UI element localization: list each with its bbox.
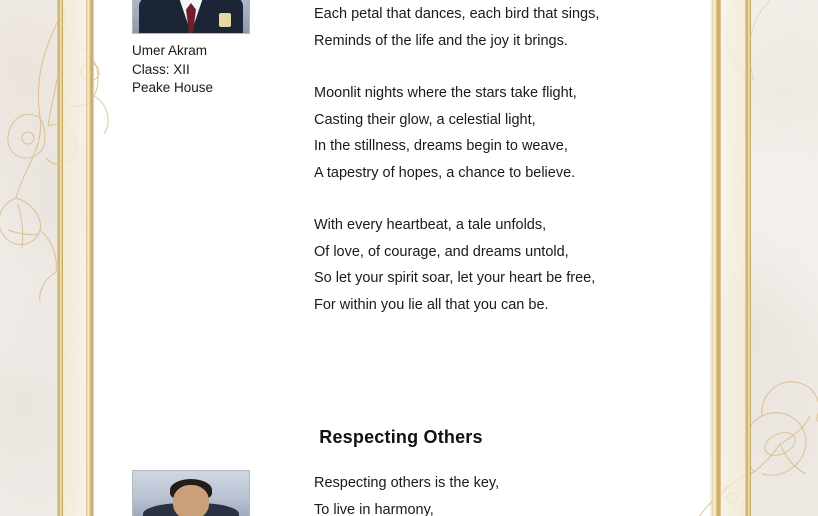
student-entry: [92, 470, 710, 516]
poem-line: Reminds of the life and the joy it brings.: [314, 32, 568, 49]
student-class: Class: XII: [132, 61, 190, 77]
gold-rule-right-outer: [745, 0, 751, 516]
poem-line: To live in harmony,: [314, 501, 434, 516]
gold-rule-right-inner: [712, 0, 721, 516]
student-photo-column: [92, 470, 252, 516]
section-title: Respecting Others: [319, 427, 483, 447]
poem-line: Casting their glow, a celestial light,: [314, 111, 536, 128]
poem-line: Each petal that dances, each bird that sings,: [314, 6, 600, 22]
poem-line: In the stillness, dreams begin to weave,: [314, 138, 568, 154]
poem-line: A tapestry of hopes, a chance to believe.: [314, 164, 576, 181]
gold-rule-left-outer: [57, 0, 63, 516]
poem-stanza: [314, 470, 710, 516]
student-photo-column: [92, 0, 252, 318]
portrait-illustration: [133, 471, 249, 516]
poem-line: With every heartbeat, a tale unfolds,: [314, 217, 547, 233]
poem-line: So let your spirit soar, let your heart be free,: [314, 270, 596, 286]
student-name: Umer Akram: [132, 43, 208, 58]
poem-line: Respecting others is the key,: [314, 475, 500, 491]
student-portrait-photo: [132, 0, 250, 34]
portrait-illustration: [133, 0, 249, 33]
right-marble-panel: [710, 0, 818, 516]
poem-column: [252, 470, 710, 516]
poem-line: Moonlit nights where the stars take flight,: [314, 85, 577, 101]
poem-line: Of love, of courage, and dreams untold,: [314, 243, 569, 260]
page-content: [92, 0, 710, 516]
poem-stanza: [314, 80, 710, 186]
left-marble-panel: [0, 0, 92, 516]
poem-line: For within you lie all that you can be.: [314, 296, 549, 313]
student-portrait-photo: [132, 470, 250, 516]
poem-stanza: [314, 212, 710, 318]
student-entry: [92, 0, 710, 318]
poem-stanza: [314, 0, 710, 54]
poem-column: [252, 0, 710, 318]
student-house: Peake House: [132, 80, 214, 95]
student-caption: [132, 42, 252, 98]
